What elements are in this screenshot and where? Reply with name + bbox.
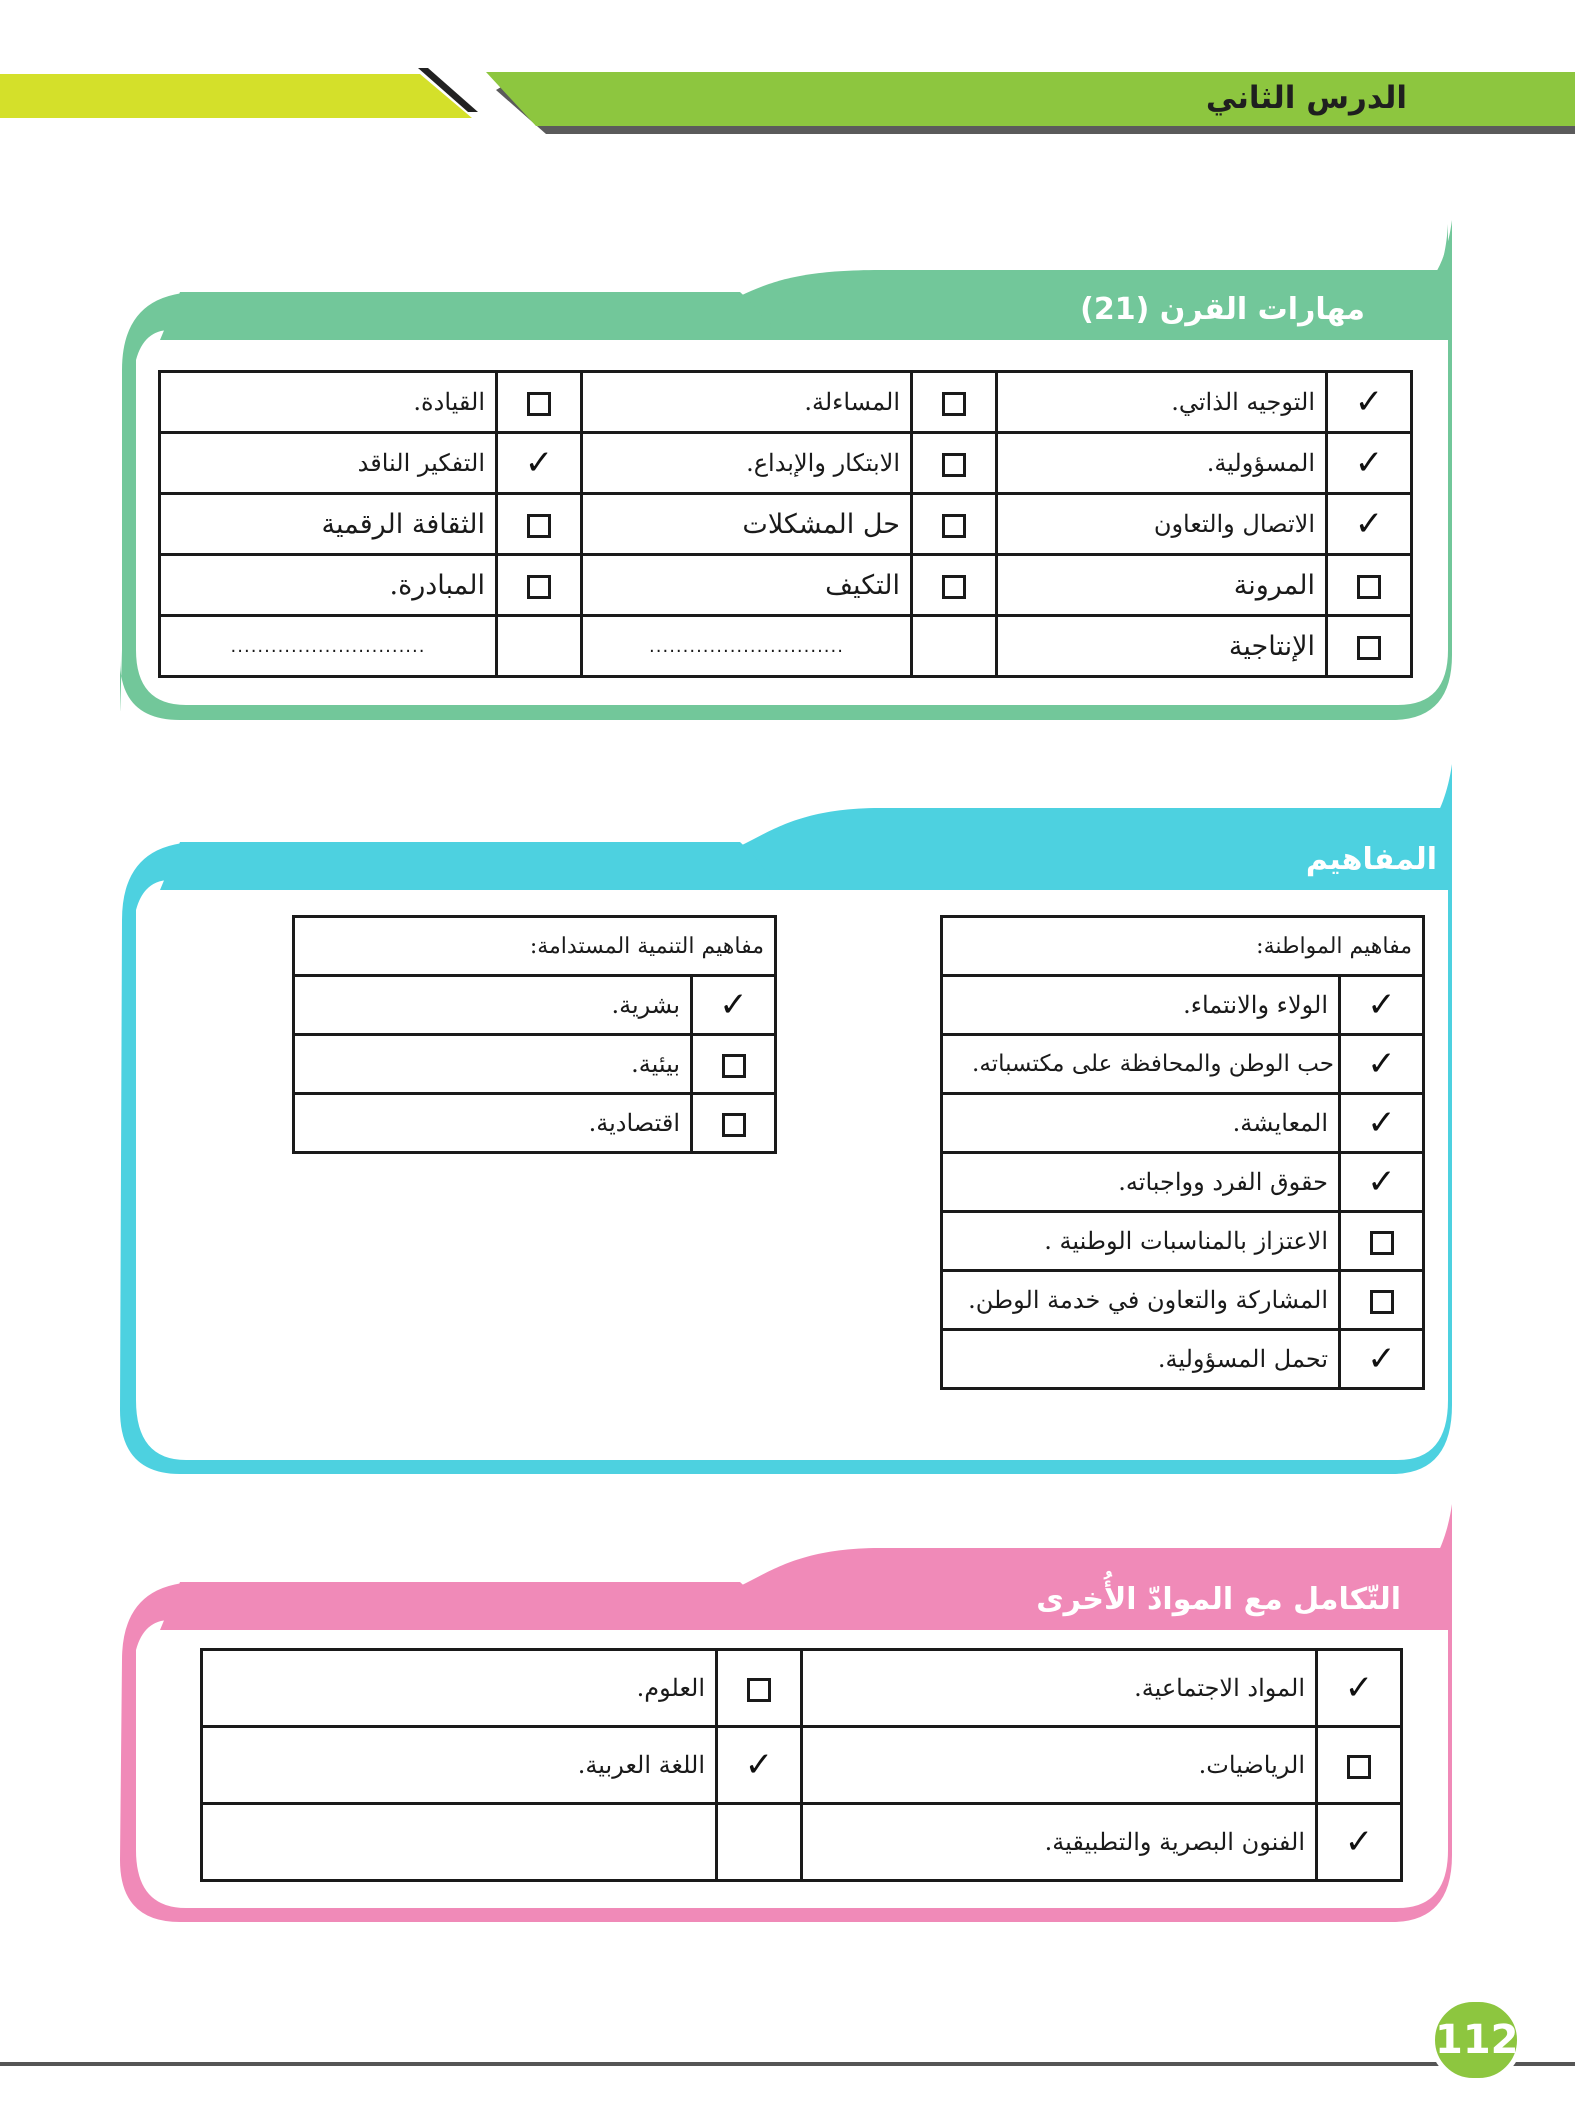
empty-checkbox-icon bbox=[722, 1113, 746, 1137]
table-row bbox=[160, 555, 1412, 616]
table-row bbox=[160, 616, 1412, 677]
checkbox[interactable] bbox=[1340, 1094, 1424, 1153]
table-header-row bbox=[942, 917, 1424, 976]
footer-line bbox=[0, 2062, 1575, 2066]
checkmark-icon: ✓ bbox=[1344, 1668, 1374, 1708]
skill-label: الابتكار والإبداع. bbox=[582, 433, 912, 494]
checkbox-cell-empty bbox=[497, 616, 582, 677]
checkbox[interactable] bbox=[497, 372, 582, 433]
checkbox[interactable] bbox=[1317, 1650, 1402, 1727]
concept-label: المشاركة والتعاون في خدمة الوطن. bbox=[942, 1271, 1340, 1330]
checkbox[interactable] bbox=[1327, 555, 1412, 616]
checkbox[interactable] bbox=[912, 555, 997, 616]
checkbox[interactable] bbox=[497, 433, 582, 494]
checkbox[interactable] bbox=[912, 433, 997, 494]
table-row bbox=[294, 1094, 776, 1153]
skill-label: المساءلة. bbox=[582, 372, 912, 433]
checkmark-icon: ✓ bbox=[1354, 382, 1384, 422]
checkbox[interactable] bbox=[912, 372, 997, 433]
sustainable-header: مفاهيم التنمية المستدامة: bbox=[294, 917, 776, 976]
checkbox[interactable] bbox=[692, 976, 776, 1035]
checkmark-icon: ✓ bbox=[1367, 1044, 1396, 1084]
concept-label: الاعتزاز بالمناسبات الوطنية . bbox=[942, 1212, 1340, 1271]
checkbox[interactable] bbox=[692, 1094, 776, 1153]
table-row bbox=[942, 976, 1424, 1035]
table-row bbox=[942, 1271, 1424, 1330]
concept-label: حب الوطن والمحافظة على مكتسباته. bbox=[942, 1035, 1340, 1094]
checkmark-icon: ✓ bbox=[1344, 1822, 1374, 1862]
skills-table bbox=[158, 370, 1413, 678]
subject-label: الفنون البصرية والتطبيقية. bbox=[802, 1804, 1317, 1881]
checkbox[interactable] bbox=[1340, 976, 1424, 1035]
checkbox[interactable] bbox=[1327, 616, 1412, 677]
page-number: 112 bbox=[1430, 1997, 1522, 2083]
empty-checkbox-icon bbox=[1357, 636, 1381, 660]
checkbox-cell-empty bbox=[717, 1804, 802, 1881]
integration-section-title: التّكامل مع الموادّ الأُخرى bbox=[1036, 1582, 1401, 1617]
concept-label: اقتصادية. bbox=[294, 1094, 692, 1153]
concept-label: بشرية. bbox=[294, 976, 692, 1035]
blank-fill-line[interactable]: ............................. bbox=[582, 616, 912, 677]
checkbox[interactable] bbox=[717, 1650, 802, 1727]
sustainable-table bbox=[292, 915, 777, 1154]
empty-checkbox-icon bbox=[942, 575, 966, 599]
checkbox[interactable] bbox=[717, 1727, 802, 1804]
checkbox[interactable] bbox=[1340, 1153, 1424, 1212]
checkbox[interactable] bbox=[1327, 372, 1412, 433]
table-row bbox=[202, 1804, 1402, 1881]
checkbox[interactable] bbox=[1327, 433, 1412, 494]
checkbox[interactable] bbox=[1317, 1804, 1402, 1881]
checkmark-icon: ✓ bbox=[744, 1745, 774, 1785]
skill-label: الاتصال والتعاون bbox=[997, 494, 1327, 555]
skill-label: حل المشكلات bbox=[582, 494, 912, 555]
checkbox[interactable] bbox=[1340, 1212, 1424, 1271]
concept-label: تحمل المسؤولية. bbox=[942, 1330, 1340, 1389]
table-row bbox=[942, 1094, 1424, 1153]
skill-label: التفكير الناقد bbox=[160, 433, 497, 494]
checkbox-cell-empty bbox=[912, 616, 997, 677]
skill-label: القيادة. bbox=[160, 372, 497, 433]
checkbox[interactable] bbox=[1340, 1035, 1424, 1094]
empty-checkbox-icon bbox=[1357, 575, 1381, 599]
integration-table bbox=[200, 1648, 1403, 1882]
empty-checkbox-icon bbox=[1347, 1755, 1371, 1779]
empty-checkbox-icon bbox=[1370, 1290, 1394, 1314]
checkbox[interactable] bbox=[912, 494, 997, 555]
citizenship-header: مفاهيم المواطنة: bbox=[942, 917, 1424, 976]
table-row bbox=[942, 1153, 1424, 1212]
checkmark-icon: ✓ bbox=[1354, 443, 1384, 483]
table-row bbox=[942, 1212, 1424, 1271]
table-row bbox=[160, 372, 1412, 433]
checkmark-icon: ✓ bbox=[1367, 1339, 1396, 1379]
checkmark-icon: ✓ bbox=[1367, 1103, 1396, 1143]
skill-label: المسؤولية. bbox=[997, 433, 1327, 494]
concept-label: حقوق الفرد وواجباته. bbox=[942, 1153, 1340, 1212]
table-row bbox=[160, 494, 1412, 555]
skill-label: المرونة bbox=[997, 555, 1327, 616]
empty-checkbox-icon bbox=[527, 514, 551, 538]
subject-label: اللغة العربية. bbox=[202, 1727, 717, 1804]
lesson-title: الدرس الثاني bbox=[1205, 80, 1407, 116]
skill-label: التكيف bbox=[582, 555, 912, 616]
table-row bbox=[160, 433, 1412, 494]
checkbox[interactable] bbox=[692, 1035, 776, 1094]
skill-label: الثقافة الرقمية bbox=[160, 494, 497, 555]
subject-label: المواد الاجتماعية. bbox=[802, 1650, 1317, 1727]
concept-label: المعايشة. bbox=[942, 1094, 1340, 1153]
checkbox[interactable] bbox=[497, 494, 582, 555]
table-row bbox=[942, 1035, 1424, 1094]
blank-fill-line[interactable]: ............................. bbox=[160, 616, 497, 677]
checkmark-icon: ✓ bbox=[1367, 985, 1396, 1025]
skill-label: الإنتاجية bbox=[997, 616, 1327, 677]
subject-label: الرياضيات. bbox=[802, 1727, 1317, 1804]
checkmark-icon: ✓ bbox=[524, 443, 554, 483]
concepts-section-title: المفاهيم bbox=[1305, 842, 1437, 877]
checkbox[interactable] bbox=[1327, 494, 1412, 555]
empty-checkbox-icon bbox=[1370, 1231, 1394, 1255]
checkmark-icon: ✓ bbox=[1367, 1162, 1396, 1202]
empty-checkbox-icon bbox=[942, 453, 966, 477]
empty-checkbox-icon bbox=[722, 1054, 746, 1078]
checkbox[interactable] bbox=[1340, 1271, 1424, 1330]
empty-checkbox-icon bbox=[747, 1678, 771, 1702]
checkbox[interactable] bbox=[1317, 1727, 1402, 1804]
table-row bbox=[294, 1035, 776, 1094]
checkbox[interactable] bbox=[1340, 1330, 1424, 1389]
checkmark-icon: ✓ bbox=[719, 985, 748, 1025]
table-row bbox=[942, 1330, 1424, 1389]
checkmark-icon: ✓ bbox=[1354, 504, 1384, 544]
table-row bbox=[202, 1650, 1402, 1727]
table-header-row bbox=[294, 917, 776, 976]
subject-label: العلوم. bbox=[202, 1650, 717, 1727]
skill-label: المبادرة. bbox=[160, 555, 497, 616]
citizenship-table bbox=[940, 915, 1425, 1390]
checkbox[interactable] bbox=[497, 555, 582, 616]
table-row bbox=[294, 976, 776, 1035]
skills-section-title: مهارات القرن (21) bbox=[1080, 292, 1365, 327]
concept-label: بيئية. bbox=[294, 1035, 692, 1094]
subject-label-empty bbox=[202, 1804, 717, 1881]
skill-label: التوجيه الذاتي. bbox=[997, 372, 1327, 433]
empty-checkbox-icon bbox=[527, 575, 551, 599]
empty-checkbox-icon bbox=[942, 514, 966, 538]
empty-checkbox-icon bbox=[942, 392, 966, 416]
concept-label: الولاء والانتماء. bbox=[942, 976, 1340, 1035]
table-row bbox=[202, 1727, 1402, 1804]
empty-checkbox-icon bbox=[527, 392, 551, 416]
